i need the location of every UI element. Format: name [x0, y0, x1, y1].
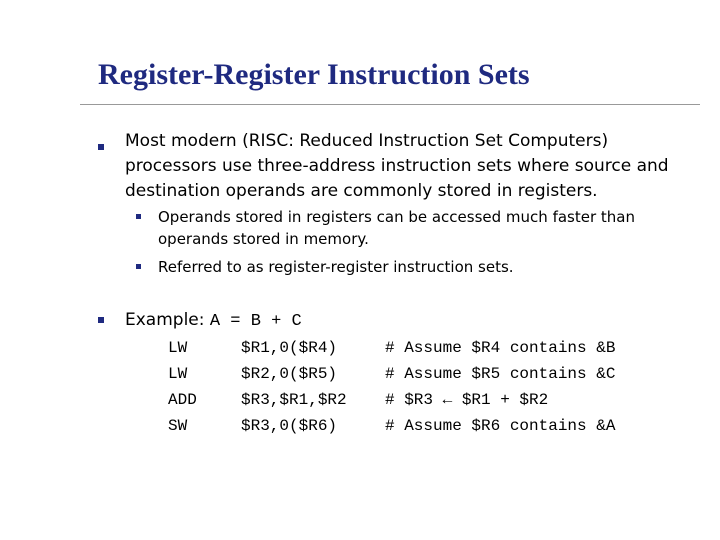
sub-bullet-text: Referred to as register-register instruction sets.: [158, 258, 514, 276]
bullet-text-line: processors use three-address instruction sets where source and: [125, 156, 669, 176]
sub-bullet-marker: [136, 214, 141, 219]
code-opcode: LW: [168, 365, 188, 383]
title-divider: [80, 104, 700, 105]
bullet-marker: [98, 144, 104, 150]
example-label: Example:: [125, 310, 210, 330]
bullet-text-line: destination operands are commonly stored in registers.: [125, 181, 598, 201]
code-operands: $R1,0($R4): [241, 339, 338, 357]
example-line: [125, 308, 302, 334]
code-opcode: SW: [168, 417, 188, 435]
code-operands: $R3,0($R6): [241, 417, 338, 435]
code-comment: # Assume $R4 contains &B: [385, 339, 616, 357]
slide-title: Register-Register Instruction Sets: [98, 58, 530, 91]
sub-bullet-text-line: operands stored in memory.: [158, 230, 369, 248]
sub-bullet-text-line: Operands stored in registers can be accessed much faster than: [158, 208, 635, 226]
code-operands: $R3,$R1,$R2: [241, 391, 347, 409]
code-operands: $R2,0($R5): [241, 365, 338, 383]
code-comment: # $R3 ← $R1 + $R2: [385, 391, 549, 409]
bullet-marker: [98, 317, 104, 323]
example-expression: A = B + C: [209, 312, 302, 331]
code-opcode: ADD: [168, 391, 197, 409]
code-comment: # Assume $R5 contains &C: [385, 365, 616, 383]
code-opcode: LW: [168, 339, 188, 357]
bullet-text-line: Most modern (RISC: Reduced Instruction Set Computers): [125, 131, 609, 151]
sub-bullet-marker: [136, 264, 141, 269]
code-comment: # Assume $R6 contains &A: [385, 417, 616, 435]
